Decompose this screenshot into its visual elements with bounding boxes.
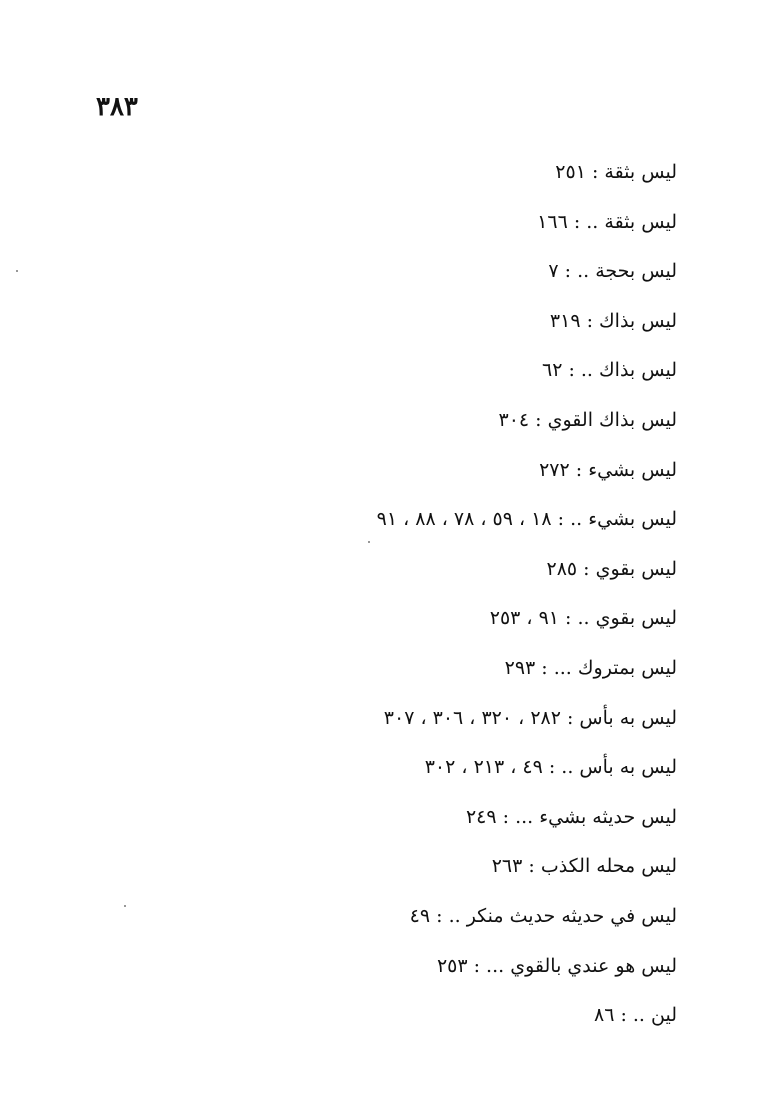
scan-speck: [124, 905, 126, 907]
index-entry: لين .. : ٨٦: [593, 1004, 677, 1027]
index-entry: ليس محله الكذب : ٢٦٣: [491, 855, 677, 878]
index-entry: ليس بقوي .. : ٩١ ، ٢٥٣: [489, 607, 677, 630]
page-number: ٣٨٣: [96, 92, 138, 122]
index-entry: ليس بشيء .. : ١٨ ، ٥٩ ، ٧٨ ، ٨٨ ، ٩١: [376, 508, 677, 531]
index-entry: ليس بذاك القوي : ٣٠٤: [498, 408, 677, 431]
index-entry: ليس في حديثه حديث منكر .. : ٤٩: [409, 904, 677, 927]
index-entry: ليس بذاك : ٣١٩: [549, 309, 677, 332]
index-entry: ليس به بأس .. : ٤٩ ، ٢١٣ ، ٣٠٢: [424, 756, 677, 779]
index-entry: ليس بقوي : ٢٨٥: [546, 557, 677, 580]
index-entry: ليس بحجة .. : ٧: [548, 260, 677, 283]
scan-speck: [16, 270, 18, 272]
index-entries: [77, 152, 677, 1045]
index-entry: ليس بثقة .. : ١٦٦: [537, 210, 677, 233]
index-entry: ليس هو عندي بالقوي ... : ٢٥٣: [436, 954, 677, 977]
index-entry: ليس حديثه بشيء ... : ٢٤٩: [465, 805, 677, 828]
index-entry: ليس به بأس : ٢٨٢ ، ٣٢٠ ، ٣٠٦ ، ٣٠٧: [383, 706, 677, 729]
scan-speck: [368, 541, 370, 543]
index-entry: ليس بذاك .. : ٦٢: [541, 359, 677, 382]
index-entry: ليس بمتروك ... : ٢٩٣: [504, 656, 677, 679]
index-entry: ليس بثقة : ٢٥١: [555, 161, 677, 183]
index-entry: ليس بشيء : ٢٧٢: [539, 458, 677, 481]
